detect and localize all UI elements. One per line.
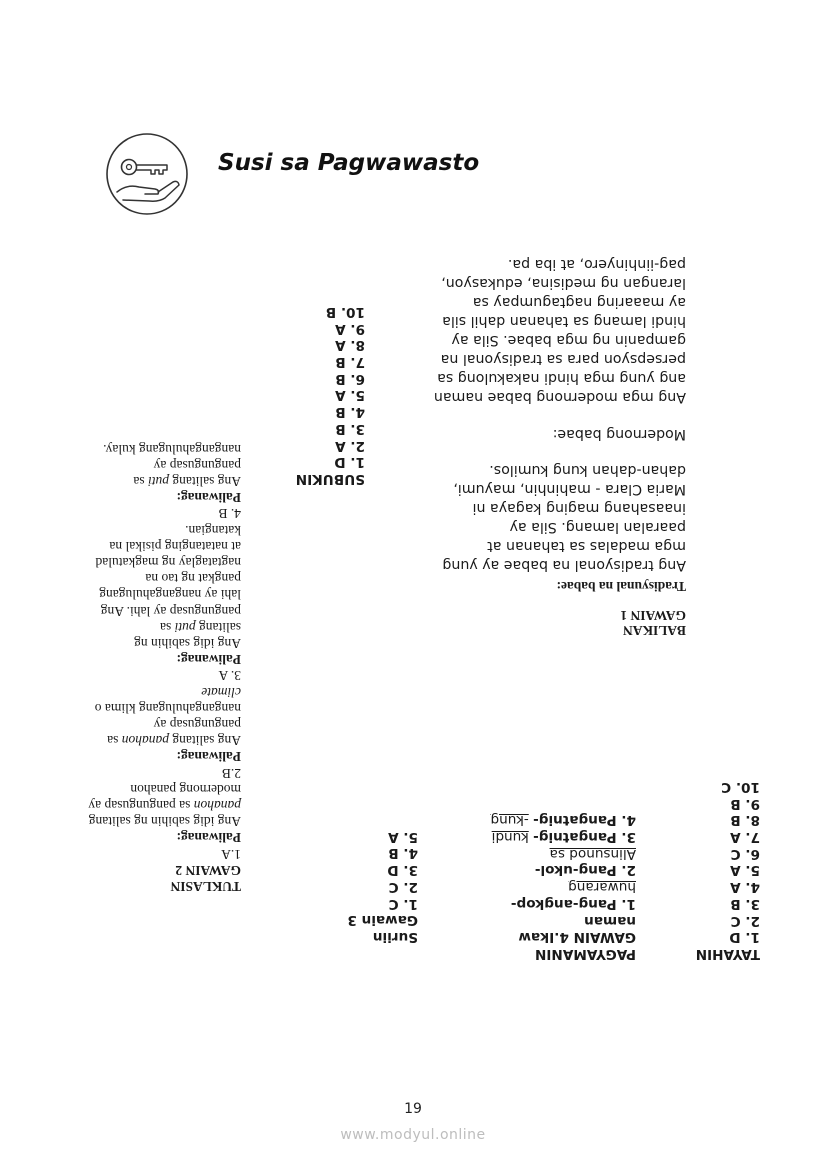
answer-note: -kung [490,812,529,829]
paragraph-line: pag-iinhinyero, at iba pa. [507,255,686,272]
explanation-line: pangungusap ay [153,716,241,732]
gawain-title: GAWAIN 1 [620,608,686,623]
moderno-paragraph [434,254,686,406]
section-heading: TAYAHIN [695,946,760,962]
suriin-section [347,828,418,945]
answer-item: 2. Pang-ukol- [534,862,636,879]
explanation-line: pangungusap ay lahi. Ang [100,603,241,619]
explanation-line: climate [201,684,241,700]
answer-item: 6. B [335,370,365,387]
section-heading: SUBUKIN [295,471,365,487]
answer-item: 2. A [335,437,365,454]
answer-item: 7. B [335,354,365,371]
answer-item: 1. D [729,929,760,946]
answer-item: 4. A [730,879,760,896]
paragraph-line: inaasahang maging kagaya ni [472,499,686,516]
section-heading: PAGYAMANIN [534,946,636,962]
paragraph-line: ay maaaring nagtagumpay sa [472,293,686,310]
answer-item: 8. A [335,337,365,354]
answer-item: 10. C [721,778,760,795]
answer-item: 7. A [730,829,760,846]
paragraph-line: larangan ng medisina, edukasyon, [441,274,686,291]
explanation-line: Ang idig sabihin ng [134,635,241,651]
answer-item: 5. A [388,828,418,845]
explanation-line: lahi ay nangangahulugang [99,587,241,603]
section-heading: Suriin [372,929,418,945]
italic-term: puti [174,619,196,635]
paragraph-line: hindi lamang sa tahanan dahil sila [442,312,686,329]
answer-item: 4. B [388,845,418,862]
answer-item: 1. D [334,454,365,471]
answer-item: 5. A [730,862,760,879]
answer-item: 3. A [218,668,241,684]
answer-item: 3. D [387,862,418,879]
explanation-line [88,473,241,489]
answer-item: 4. B [218,506,241,522]
explanation-line: modernong panahon [130,781,241,797]
paliwanag-label: Paliwanag: [176,652,241,668]
italic-term: panahon [193,797,241,813]
gawain-subtitle: naman [584,912,636,929]
explanation-line: Ang idig sabihin ng salitang [88,814,241,830]
answer-item [491,812,636,829]
section-heading: TUKLASIN [170,879,241,894]
tuklasin-section [88,440,241,894]
answer-item: 9. B [730,795,760,812]
answer-item: 9. A [335,320,365,337]
paliwanag-label: Paliwanag: [176,490,241,506]
answer-item [491,828,636,845]
answer-item: 2. C [388,878,418,895]
paliwanag-label: Paliwanag: [176,830,241,846]
section-heading: BALIKAN [622,623,686,638]
pagyamanin-section [491,812,636,962]
answer-item: 2. C [730,912,760,929]
paragraph-line: ang yung mga hindi nakakulong sa [437,369,686,386]
page-number: 19 [404,1101,422,1117]
answer-item: 1.A [221,846,241,862]
explanation-line: pangkat ng tao na [145,571,241,587]
explanation-text: sa [159,619,175,635]
answer-item: 10. B [325,303,365,320]
watermark: www.modyul.online [340,1127,486,1143]
tayahin-section [696,778,760,962]
answer-item: 5. A [335,387,365,404]
explanation-line: nagtataglay ng magkatulad [95,554,241,570]
answer-prefix: 4. Pangatnig- [533,812,636,829]
answer-note: Alinsunod sa [549,845,636,862]
explanation-line: nangangahulugang kulay. [103,441,241,457]
paragraph-line: persepsyon para sa tradisyonal na [440,350,686,367]
paragraph-line: Ang mga modernong babae naman [433,388,686,405]
moderno-label: Modernong babae: [552,425,686,442]
gawain-title: Gawain 3 [347,912,418,929]
italic-term: panahon [121,733,169,749]
tradisyonal-paragraph [434,460,686,574]
balikan-section [434,254,686,638]
explanation-text: sa pangungusap ay [88,797,194,813]
paragraph-line: dahan-dahan kung kumilos. [489,461,686,478]
page-title: Susi sa Pagwawasto [218,150,480,176]
answer-note: kundi [491,829,529,846]
answer-item: 1. Pang-angkop- [510,895,636,912]
explanation-text: Ang salitang [169,473,241,489]
answer-note: huwarang [568,879,636,896]
paliwanag-label: Paliwanag: [176,749,241,765]
answer-item: 2.B [221,765,241,781]
paragraph-line: mga madalas sa tahanan at [487,537,686,554]
paragraph-line: Maria Clara - mahinhin, mayumi, [453,480,686,497]
answer-item: 3. B [335,420,365,437]
answer-prefix: 3. Pangatnig- [533,829,636,846]
answer-item: 1. C [388,895,418,912]
explanation-line: pangungusap ay [153,457,241,473]
paragraph-line: gampanin ng mga babae. Sila ay [451,331,686,348]
subukin-section [296,303,365,487]
explanation-line [88,732,241,748]
explanation-line: at natatanging pisikal na [109,538,241,554]
explanation-text: sa [107,733,122,749]
italic-term: puti [147,473,169,489]
paragraph-line: paaralan lamang. Sila ay [509,518,686,535]
answer-item: 8. B [730,812,760,829]
answer-item: 4. B [335,404,365,421]
explanation-line: nangangahulugang klima o [94,700,241,716]
explanation-line [88,797,241,813]
tradisyonal-label: Tradisyunal na babae: [556,579,686,594]
explanation-line [88,619,241,635]
answer-item: 3. B [730,895,760,912]
explanation-text: Ang salitang [169,733,241,749]
answer-item: 6. C [730,845,760,862]
explanation-text: sa [133,473,148,489]
paragraph-line: Ang tradisyonal na babae ay yung [442,556,686,573]
explanation-line: katangian. [185,522,241,538]
explanation-text: salitang [195,619,241,635]
gawain-title: GAWAIN 2 [175,862,241,878]
gawain-title: GAWAIN 4.Ikaw [518,929,636,946]
